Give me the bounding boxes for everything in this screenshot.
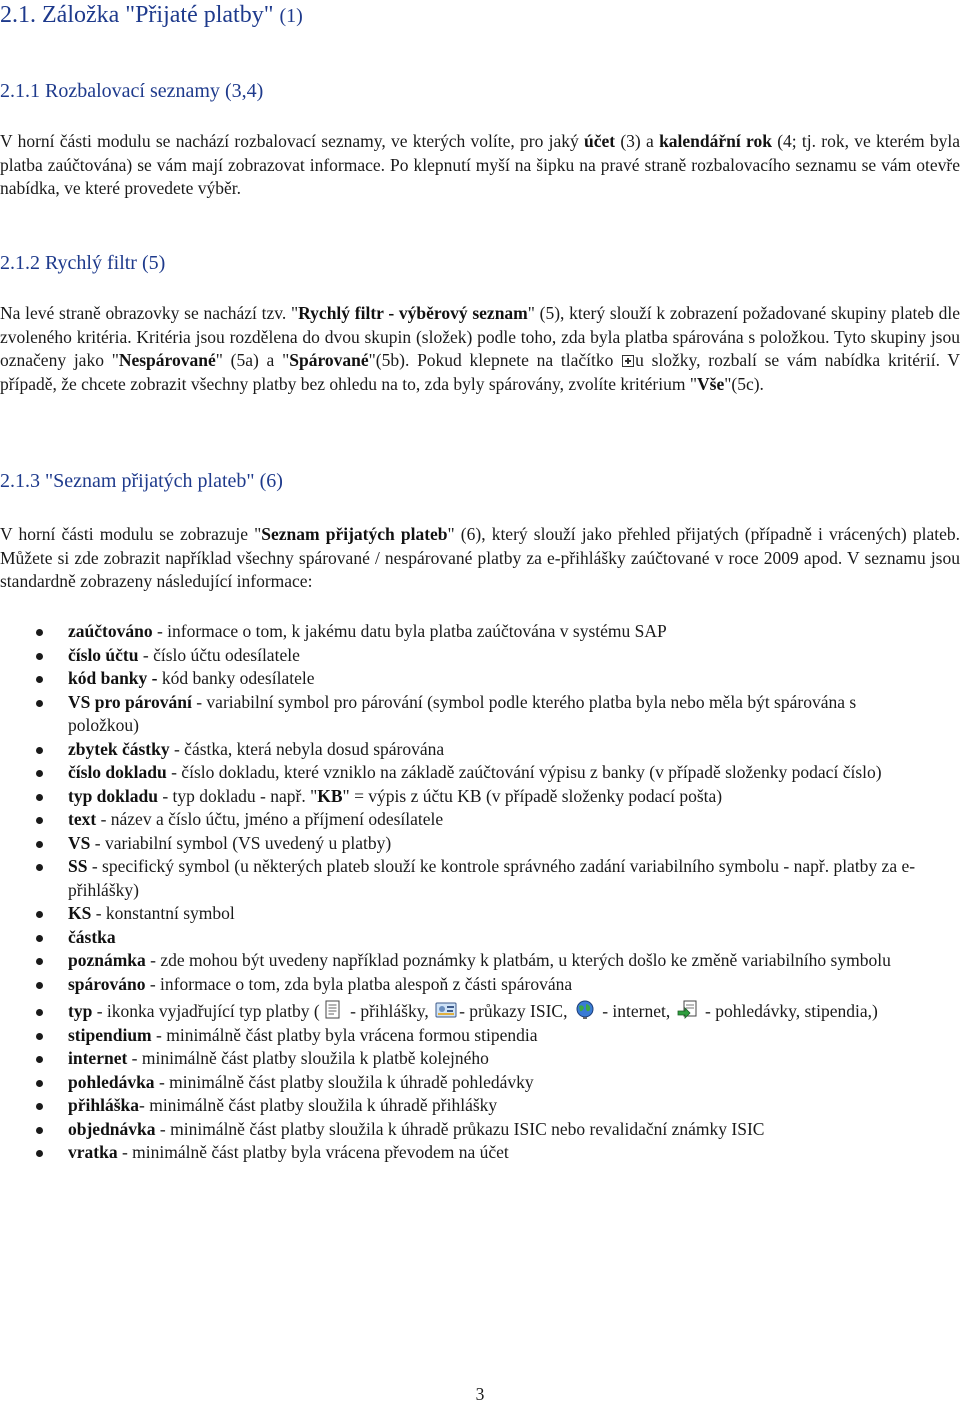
list-item — [0, 902, 960, 926]
bullet-icon — [36, 817, 43, 824]
list-desc: - číslo účtu odesílatele — [138, 644, 300, 665]
bullet-icon — [36, 1103, 43, 1110]
list-term: SS — [68, 856, 88, 876]
section-title-text: 2.1. Záložka "Přijaté platby" — [0, 2, 274, 28]
bold-term: Seznam přijatých plateb — [261, 524, 448, 544]
list-term: přihláška — [68, 1095, 139, 1115]
bullet-icon — [36, 841, 43, 848]
list-item — [0, 949, 960, 973]
list-term: číslo dokladu — [68, 762, 167, 782]
page-number: 3 — [475, 1384, 485, 1404]
list-term: internet — [68, 1048, 128, 1068]
list-item — [0, 785, 960, 809]
list-item — [0, 926, 960, 950]
paragraph-quick-filter — [0, 302, 960, 396]
list-desc: - zde mohou být uvedeny například poznámky k platbám, u kterých došlo ke změně variabilního symbolu — [145, 950, 891, 970]
column-list — [0, 620, 960, 1165]
list-item — [0, 691, 960, 738]
list-item — [0, 1094, 960, 1118]
bullet-icon — [36, 911, 43, 918]
bullet-icon — [36, 794, 43, 801]
list-item — [0, 973, 960, 997]
subsection-heading-text: 2.1.1 Rozbalovací seznamy — [0, 80, 220, 102]
section-title — [0, 2, 303, 29]
list-term: text — [68, 809, 97, 829]
list-term: stipendium — [68, 1024, 152, 1045]
list-item — [0, 667, 960, 691]
list-desc: - minimálně část platby byla vrácena převodem na účet — [117, 1142, 509, 1162]
globe-icon — [574, 1000, 596, 1020]
section-title-ref: (1) — [279, 5, 303, 27]
list-term: pohledávka — [68, 1071, 155, 1092]
list-desc: - částka, která nebyla dosud spárována — [169, 738, 445, 759]
bullet-icon — [36, 653, 43, 660]
bullet-icon — [36, 1009, 43, 1016]
list-item — [0, 644, 960, 668]
list-term: objednávka — [68, 1118, 156, 1139]
list-item — [0, 855, 960, 902]
list-term: zbytek částky — [68, 738, 170, 759]
list-desc: kód banky odesílatele — [157, 668, 315, 688]
list-desc: - přihlášky, — [345, 1001, 429, 1021]
list-term: číslo účtu — [68, 644, 139, 665]
text: "(5c). — [724, 373, 764, 394]
bullet-icon — [36, 864, 43, 871]
list-item — [0, 808, 960, 832]
text: (4; tj. rok, ve kterém byla platba zaúčtována) se vám mají zobrazovat informace. Po klepnutí myší na šipku na pravé straně rozbalovacího seznamu se vám otevře nabídka, ve které provedete výběr. — [0, 131, 960, 198]
list-desc: " = výpis z účtu KB (v případě složenky podací pošta) — [342, 785, 723, 806]
text: Na levé straně obrazovky se nachází tzv. " — [0, 303, 299, 323]
list-desc: - variabilní symbol (VS uvedený u platby) — [90, 832, 392, 853]
list-desc: - pohledávky, stipendia,) — [700, 1001, 878, 1021]
list-desc: - konstantní symbol — [91, 903, 235, 923]
text: " (6), který slouží jako přehled přijatých (případně i vrácených) plateb. Můžete si zde zobrazit například všechny spárované / nespárované platby za e-přihlášky zaúčtované v roce 2009 apod. V seznamu jsou standardně zobrazeny následující informace: — [0, 524, 960, 591]
list-item — [0, 738, 960, 762]
list-term: vratka — [68, 1142, 118, 1162]
expand-plus-icon — [622, 355, 634, 367]
bullet-icon — [36, 770, 43, 777]
document-icon — [322, 1000, 344, 1020]
isic-card-icon — [435, 1000, 457, 1020]
bold-term: účet — [583, 131, 616, 151]
list-item-typ — [0, 1000, 960, 1024]
list-desc: - variabilní symbol pro párování (symbol podle kterého platba byla nebo měla být spárována s položkou) — [68, 691, 857, 735]
list-item — [0, 1118, 960, 1142]
list-desc: - specifický symbol (u některých plateb slouží ke kontrole správného zadání variabilního symbolu - např. platby za e-přihlášky) — [68, 856, 916, 900]
list-term: KS — [68, 903, 92, 923]
bullet-icon — [36, 1150, 43, 1157]
text: (3) a — [620, 131, 654, 151]
bullet-icon — [36, 958, 43, 965]
text: V horní části modulu se zobrazuje " — [0, 524, 262, 544]
list-desc: - minimálně část platby sloužila k úhradě průkazu ISIC nebo revalidační známky ISIC — [155, 1118, 765, 1139]
bold-term: Nespárované — [118, 350, 216, 370]
paragraph-dropdowns — [0, 130, 960, 201]
list-item — [0, 1047, 960, 1071]
list-term: VS pro párování — [68, 691, 192, 712]
bold-term: Vše — [697, 373, 725, 394]
list-item — [0, 1071, 960, 1095]
list-term: částka — [68, 926, 116, 947]
bullet-icon — [36, 676, 43, 683]
bold-term: Spárované — [289, 350, 369, 370]
list-desc: - minimálně část platby sloužila k úhradě pohledávky — [154, 1071, 534, 1092]
bullet-icon — [36, 1080, 43, 1087]
bullet-icon — [36, 1033, 43, 1040]
list-term: typ dokladu — [68, 785, 158, 806]
bullet-icon — [36, 629, 43, 636]
text: u složky, rozbalí se vám nabídka kritérií. V případě, že chcete zobrazit všechny platby bez ohledu na to, zda byly spárovány, zvolíte kritérium " — [0, 350, 960, 394]
bold-term: KB — [317, 785, 343, 806]
subsection-heading-text: 2.1.2 Rychlý filtr — [0, 252, 137, 274]
text: " (5), který slouží k zobrazení požadované skupiny plateb dle zvoleného kritéria. Kritéria jsou rozdělena do dvou skupin (složek) podle toho, zda byla platba spárována s položkou. Tyto skupiny jsou označeny jako " — [0, 303, 960, 370]
subsection-heading-ref: (5) — [141, 252, 166, 274]
list-desc: - informace o tom, k jakému datu byla platba zaúčtována v systému SAP — [152, 621, 667, 641]
subsection-heading-text: 2.1.3 "Seznam přijatých plateb" — [0, 470, 255, 492]
list-term: VS — [68, 832, 91, 853]
bullet-icon — [36, 935, 43, 942]
subsection-heading-ref: (3,4) — [224, 80, 264, 102]
list-desc: - číslo dokladu, které vzniklo na základě zaúčtování výpisu z banky (v případě složenky podací číslo) — [166, 762, 882, 782]
list-item — [0, 620, 960, 644]
subsection-heading-ref: (6) — [259, 470, 283, 492]
list-term: typ — [68, 1001, 93, 1021]
list-item — [0, 761, 960, 785]
bullet-icon — [36, 1056, 43, 1063]
bold-term: Rychlý filtr - výběrový seznam — [298, 303, 528, 323]
subsection-heading-quick-filter — [0, 252, 165, 275]
bold-term: kalendářní rok — [659, 131, 772, 151]
list-item — [0, 832, 960, 856]
bullet-icon — [36, 982, 43, 989]
list-term: kód banky - — [68, 668, 158, 688]
list-desc: - ikonka vyjadřující typ platby ( — [92, 1001, 320, 1021]
subsection-heading-dropdowns — [0, 80, 263, 103]
subsection-heading-payment-list — [0, 470, 283, 493]
list-term: zaúčtováno — [68, 621, 153, 641]
list-item — [0, 1141, 960, 1165]
list-desc: - minimálně část platby sloužila k úhradě přihlášky — [139, 1095, 498, 1115]
list-term: spárováno — [68, 973, 146, 994]
text: V horní části modulu se nachází rozbalovací seznamy, ve kterých volíte, pro jaký — [0, 131, 579, 151]
list-item — [0, 1024, 960, 1048]
list-desc: - název a číslo účtu, jméno a příjmení odesílatele — [96, 809, 444, 829]
list-desc: - průkazy ISIC, — [459, 1001, 568, 1021]
list-desc: - minimálně část platby sloužila k platbě kolejného — [127, 1048, 489, 1068]
paragraph-payment-list — [0, 523, 960, 594]
list-desc: - informace o tom, zda byla platba alespoň z části spárována — [145, 973, 573, 994]
text: " (5a) a " — [215, 350, 290, 370]
list-desc: - minimálně část platby byla vrácena formou stipendia — [151, 1024, 538, 1045]
list-desc: - internet, — [597, 1001, 671, 1021]
list-term: poznámka — [68, 950, 146, 970]
bullet-icon — [36, 700, 43, 707]
bullet-icon — [36, 1127, 43, 1134]
list-desc: - typ dokladu - např. " — [157, 785, 318, 806]
text: "(5b). Pokud klepnete na tlačítko — [368, 350, 614, 370]
bullet-icon — [36, 747, 43, 754]
arrow-receivable-icon — [677, 1000, 699, 1020]
